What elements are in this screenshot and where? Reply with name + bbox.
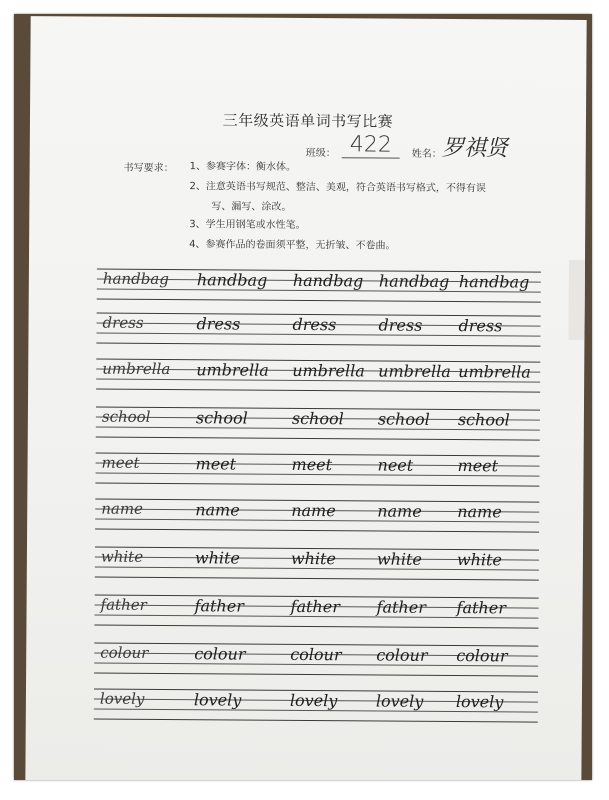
handwritten-word: dress (196, 314, 241, 334)
requirement-3: 3、学生用钢笔或水性笔。 (189, 219, 306, 231)
ruled-line (96, 343, 540, 347)
handwritten-word: meet (291, 454, 333, 475)
handwritten-word: meet (457, 456, 499, 476)
handwritten-word: white (376, 549, 422, 569)
name-label: 姓名： (411, 148, 442, 160)
model-word: dress (102, 313, 144, 332)
ruled-line (94, 673, 538, 677)
model-word: white (100, 547, 144, 566)
ruled-line (96, 389, 540, 393)
handwritten-word: lovely (193, 690, 242, 710)
model-word: meet (101, 453, 140, 472)
handwritten-word: lovely (375, 691, 424, 711)
model-word: name (101, 499, 144, 518)
requirement-2-continued: 写、漏写、涂改。 (211, 201, 292, 213)
handwritten-word: name (377, 501, 422, 521)
handwritten-word: school (291, 408, 344, 429)
handwritten-word: dress (292, 314, 337, 335)
requirements-heading: 书写要求： (123, 162, 174, 175)
handwritten-word: father (194, 596, 244, 616)
handwritten-word: neet (377, 455, 414, 475)
handwritten-word: school (457, 410, 510, 430)
writing-row (95, 547, 539, 584)
worksheet-paper (25, 16, 586, 780)
requirement-2: 2、注意英语书写规范、整洁、美观，符合英语书写格式，不得有误 (189, 181, 486, 195)
handwritten-word: colour (456, 646, 508, 666)
ruled-line (95, 577, 539, 581)
handwritten-word: lovely (455, 692, 504, 712)
handwritten-word: white (290, 548, 336, 569)
requirement-4: 4、参赛作品的卷面须平整，无折皱、不卷曲。 (189, 239, 396, 252)
handwritten-word: dress (458, 316, 503, 336)
handwritten-word: father (290, 596, 340, 617)
handwritten-word: colour (290, 644, 342, 665)
writing-row (94, 689, 538, 726)
writing-row (96, 313, 540, 350)
model-word: father (100, 595, 147, 614)
photo (14, 14, 592, 780)
handwritten-word: handbag (378, 271, 450, 291)
handwritten-word: umbrella (458, 362, 531, 382)
writing-row (94, 595, 538, 632)
handwritten-word: name (195, 500, 240, 520)
model-word: colour (100, 643, 149, 662)
writing-row (95, 499, 539, 536)
class-value: 422 (342, 132, 400, 158)
handwritten-word: umbrella (292, 360, 365, 381)
model-word: lovely (99, 689, 145, 708)
handwritten-word: lovely (289, 690, 338, 711)
handwritten-word: handbag (292, 270, 364, 291)
handwritten-word: white (194, 548, 240, 568)
writing-row (97, 269, 541, 306)
handwritten-word: handbag (458, 272, 530, 292)
ruled-line (94, 625, 538, 629)
handwritten-word: colour (194, 644, 246, 664)
paper-edge (568, 260, 585, 340)
sheet-title: 三年级英语单词书写比赛 (222, 111, 394, 131)
handwritten-word: colour (376, 645, 428, 665)
handwritten-word: father (456, 598, 506, 618)
handwritten-word: school (195, 408, 248, 428)
model-word: school (101, 407, 151, 426)
writing-row (96, 359, 540, 396)
handwritten-word: white (456, 550, 502, 570)
handwritten-word: dress (378, 315, 423, 335)
handwritten-word: umbrella (378, 361, 451, 382)
handwritten-word: meet (195, 454, 237, 474)
handwritten-word: name (291, 500, 336, 521)
writing-row (95, 453, 539, 490)
student-name: 罗祺贤 (441, 135, 508, 162)
writing-row (94, 643, 538, 680)
class-label: 班级： (305, 147, 336, 160)
handwritten-word: name (457, 502, 502, 522)
ruled-line (95, 529, 539, 533)
model-word: umbrella (102, 359, 171, 379)
ruled-line (96, 437, 540, 441)
writing-row (96, 407, 540, 444)
model-word: handbag (102, 269, 169, 289)
requirement-1: 1、参赛字体：衡水体。 (189, 161, 297, 173)
ruled-line (95, 483, 539, 487)
ruled-line (97, 299, 541, 303)
handwritten-word: school (377, 409, 430, 429)
handwritten-word: father (376, 597, 426, 617)
handwritten-word: handbag (196, 270, 268, 290)
ruled-line (94, 719, 538, 723)
handwritten-word: umbrella (196, 360, 269, 380)
